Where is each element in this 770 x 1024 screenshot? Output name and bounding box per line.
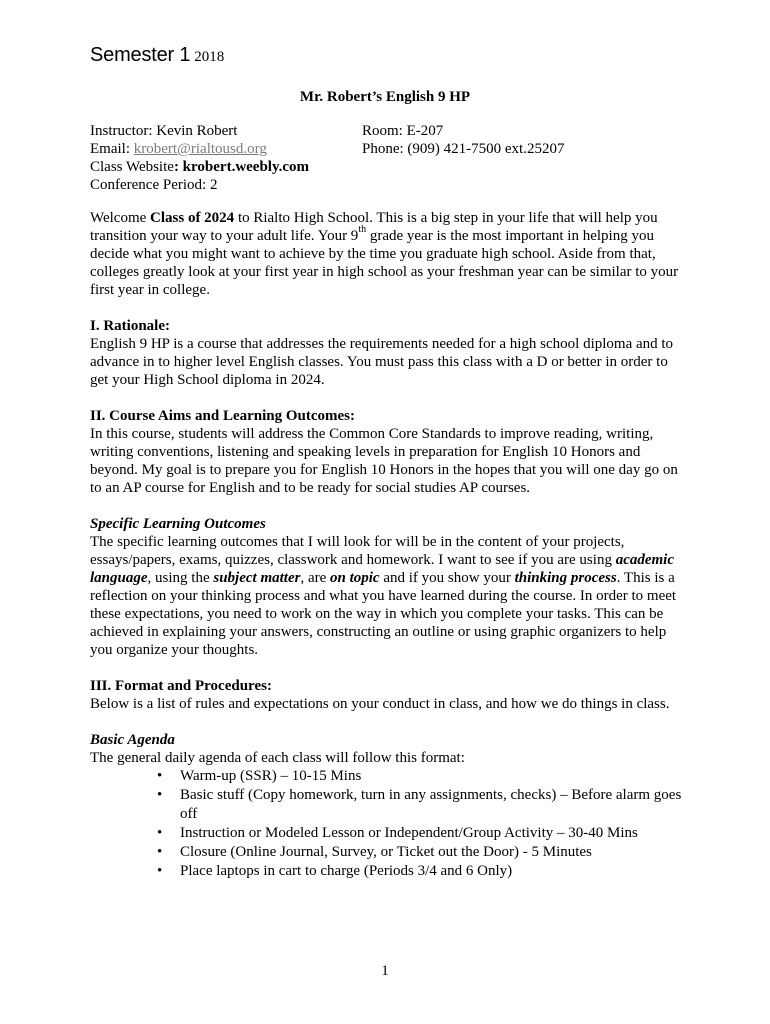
emphasis-on-topic: on topic xyxy=(330,570,380,586)
emphasis-subject-matter: subject matter xyxy=(213,570,301,586)
agenda-heading: Basic Agenda xyxy=(90,732,175,748)
agenda-item: • Instruction or Modeled Lesson or Independent/Group Activity – 30-40 Mins xyxy=(157,825,638,841)
rationale-heading: I. Rationale: xyxy=(90,318,170,334)
agenda-item: • Warm-up (SSR) – 10-15 Mins xyxy=(157,768,362,784)
superscript-th: th xyxy=(358,224,367,235)
format-heading: III. Format and Procedures: xyxy=(90,678,272,694)
bullet-icon: • xyxy=(157,787,163,803)
course-title: Mr. Robert’s English 9 HP xyxy=(299,89,471,105)
agenda-list xyxy=(90,767,686,881)
emphasis-thinking-process: thinking process xyxy=(514,570,617,586)
aims-heading: II. Course Aims and Learning Outcomes: xyxy=(90,408,356,424)
room-text: Room: E-207 xyxy=(362,123,444,139)
info-row-website xyxy=(90,158,690,176)
agenda-item: • Basic stuff (Copy homework, turn in any assignments, checks) – Before alarm goes off xyxy=(157,787,682,822)
specific-outcomes-body: The specific learning outcomes that I will look for will be in the content of your projects, essays/papers, exams, quizzes, classwork and homework. I want to see if you are using academic language, using the subject matter, are on topic and if you show your thinking process. This is a reflection on your thinking process and what you have learned during the course. In order to meet these expectations, you need to work on the way in which you complete your tasks. This can be achieved in explaining your answers, constructing an outline or using graphic organizers to help you organize your thoughts. xyxy=(90,534,677,658)
agenda-item: • Closure (Online Journal, Survey, or Ticket out the Door) - 5 Minutes xyxy=(157,844,592,860)
website-label: Class Website xyxy=(90,159,174,175)
info-row-conference xyxy=(90,176,690,194)
conference-text: Conference Period: 2 xyxy=(90,177,218,193)
bullet-icon: • xyxy=(157,844,163,860)
agenda-intro: The general daily agenda of each class will follow this format: xyxy=(90,750,465,766)
bullet-icon: • xyxy=(157,825,163,841)
info-row-instructor xyxy=(90,122,690,140)
rationale-body: English 9 HP is a course that addresses the requirements needed for a high school diploma and to advance in to higher level English classes. You must pass this class with a D or better in order to get your High School diploma in 2024. xyxy=(90,336,674,388)
emphasis-academic-language: academic language xyxy=(90,552,675,586)
info-row-email xyxy=(90,140,690,158)
email-label: Email: xyxy=(90,141,134,157)
bullet-icon: • xyxy=(157,863,163,879)
instructor-text: Instructor: Kevin Robert xyxy=(90,123,238,139)
format-body: Below is a list of rules and expectations on your conduct in class, and how we do things in class. xyxy=(90,696,670,712)
document-body xyxy=(90,209,686,881)
page-number: 1 xyxy=(381,963,389,979)
phone-text: Phone: (909) 421-7500 ext.25207 xyxy=(362,141,565,157)
agenda-item: • Place laptops in cart to charge (Periods 3/4 and 6 Only) xyxy=(157,863,513,879)
semester-header xyxy=(90,46,224,66)
specific-outcomes-heading: Specific Learning Outcomes xyxy=(90,516,266,532)
course-info xyxy=(90,122,690,194)
bullet-icon: • xyxy=(157,768,163,784)
aims-body: In this course, students will address the Common Core Standards to improve reading, writing, writing conventions, listening and speaking levels in preparation for English 10 Honors and beyond. My goal is to prepare you for English 10 Honors in the hopes that you will one day go on to an AP course for English and to be ready for social studies AP courses. xyxy=(90,426,678,496)
class-of-bold: Class of 2024 xyxy=(150,210,235,226)
semester-label: Semester 1 xyxy=(90,44,191,66)
welcome-paragraph: Welcome Class of 2024 to Rialto High School. This is a big step in your life that will help you transition your way to your adult life. Your 9th grade year is the most important in helping you decide what you might want to achieve by the time you graduate high school. Aside from that, colleges greatly look at your first year in high school as your freshman year can be similar to your first year in college. xyxy=(90,210,679,298)
email-link[interactable]: krobert@rialtousd.org xyxy=(133,141,267,157)
website-url: : krobert.weebly.com xyxy=(173,159,310,175)
semester-year: 2018 xyxy=(194,49,225,65)
